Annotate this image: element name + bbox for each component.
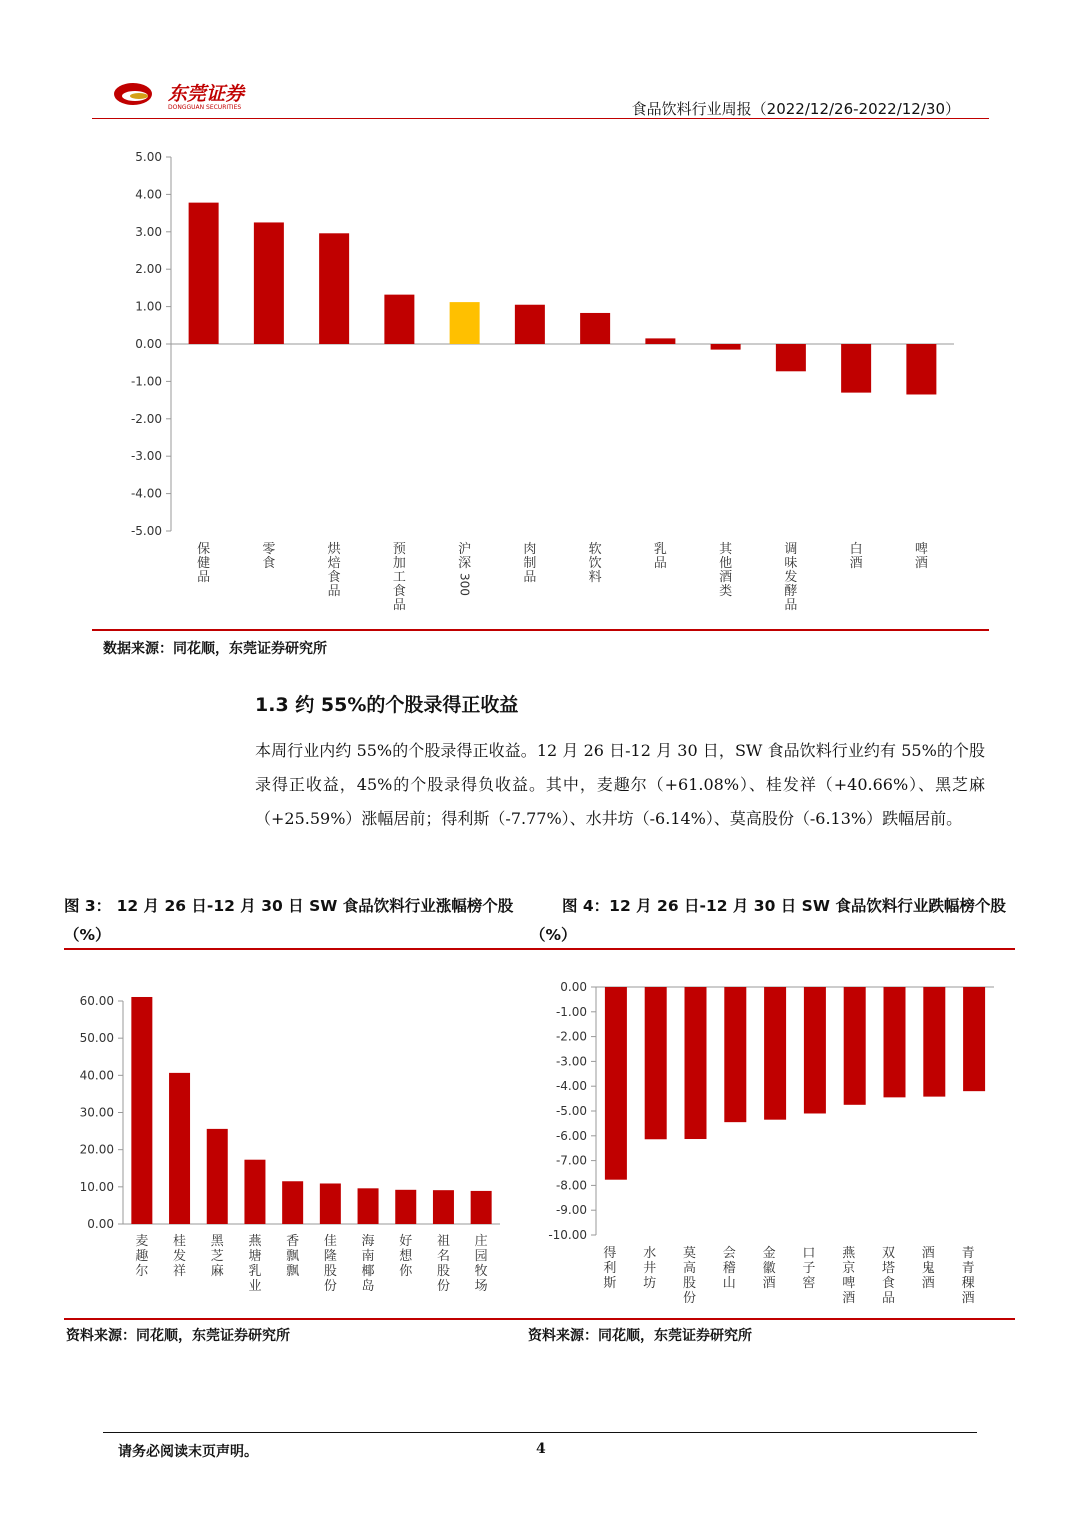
page-number: 4 [536, 1441, 546, 1457]
fig4-unit: （%） [530, 926, 577, 944]
y-tick-label: 20.00 [79, 1142, 114, 1157]
x-tick-label: 预加工食品 [392, 542, 406, 613]
bar-青青稞酒 [963, 987, 985, 1091]
figures-top-rule [64, 948, 1015, 950]
section-body: 本周行业内约 55%的个股录得正收益。12 月 26 日-12 月 30 日，SW 食品饮料行业约有 55%的个股录得正收益，45%的个股录得负收益。其中，麦趣尔（+61.08%）、桂发祥（+40.66%）、黑芝麻（+25.59%）涨幅居前；得利斯（-7.77%）、水井坊（-6.14%）、莫高股份（-6.13%）跌幅居前。 [255, 741, 985, 828]
y-tick-label: -7.00 [555, 1153, 587, 1168]
footer-rule [103, 1432, 977, 1433]
bar-燕塘乳业 [244, 1160, 265, 1224]
chart1-source: 数据来源：同花顺，东莞证券研究所 [103, 641, 327, 657]
y-tick-label: 4.00 [135, 187, 162, 202]
x-tick-label: 零食 [262, 542, 276, 571]
y-tick-label: 5.00 [135, 150, 162, 164]
y-tick-label: 0.00 [560, 980, 587, 994]
y-tick-label: 10.00 [79, 1179, 114, 1194]
bar-口子窖 [804, 987, 826, 1113]
bar-好想你 [395, 1190, 416, 1224]
header-rule [92, 118, 989, 119]
industry-weekly-return-chart [92, 140, 989, 620]
header-title: 食品饮料行业周报（2022/12/26-2022/12/30） [631, 100, 960, 118]
logo-text-en: DONGGUAN SECURITIES [168, 104, 242, 110]
fig3-source: 资料来源：同花顺，东莞证券研究所 [66, 1328, 290, 1344]
y-tick-label: 60.00 [79, 994, 114, 1008]
x-tick-label: 庄园牧场 [474, 1234, 488, 1294]
x-tick-label: 口子窖 [802, 1246, 816, 1291]
fig3-caption: 图 3： 12 月 26 日-12 月 30 日 SW 食品饮料行业涨幅榜个股 [64, 897, 514, 915]
x-tick-label: 得利斯 [603, 1246, 617, 1291]
x-tick-label: 软饮料 [588, 542, 602, 585]
x-tick-label: 佳隆股份 [323, 1234, 337, 1294]
y-tick-label: -5.00 [555, 1104, 587, 1118]
x-tick-label: 白酒 [849, 542, 863, 571]
y-tick-label: 0.00 [135, 337, 162, 351]
bar-软饮料 [580, 313, 610, 344]
bar-零食 [254, 222, 284, 344]
y-tick-label: 40.00 [79, 1068, 114, 1083]
bar-黑芝麻 [207, 1129, 228, 1224]
bar-香飘飘 [282, 1181, 303, 1224]
x-tick-label: 啤酒 [914, 542, 928, 571]
bar-预加工食品 [384, 295, 414, 344]
bar-莫高股份 [685, 987, 707, 1139]
x-tick-label: 莫高股份 [682, 1246, 697, 1306]
bar-海南椰岛 [358, 1188, 379, 1224]
y-tick-label: -2.00 [555, 1029, 587, 1044]
y-tick-label: -4.00 [130, 486, 162, 501]
y-tick-label: 0.00 [87, 1217, 114, 1231]
y-tick-label: -1.00 [130, 374, 162, 389]
y-tick-label: -4.00 [555, 1079, 587, 1094]
bar-其他酒类 [711, 344, 741, 350]
bar-肉制品 [515, 305, 545, 344]
x-tick-label: 其他酒类 [719, 542, 733, 599]
bar-白酒 [841, 344, 871, 393]
fig3-unit: （%） [64, 926, 111, 944]
y-tick-label: 30.00 [79, 1105, 114, 1120]
x-tick-label: 水井坊 [643, 1246, 657, 1291]
y-tick-label: -8.00 [555, 1178, 587, 1193]
bar-酒鬼酒 [923, 987, 945, 1097]
bar-庄园牧场 [471, 1191, 492, 1224]
x-tick-label: 海南椰岛 [361, 1234, 375, 1294]
x-tick-label: 保健品 [197, 542, 211, 585]
x-tick-label: 烘焙食品 [327, 542, 341, 599]
y-tick-label: -6.00 [555, 1128, 587, 1143]
bar-烘焙食品 [319, 233, 349, 344]
y-tick-label: 2.00 [135, 262, 162, 277]
x-tick-label: 黑芝麻 [210, 1234, 224, 1279]
top-losers-chart [530, 970, 1015, 1315]
x-tick-label: 好想你 [399, 1234, 413, 1279]
x-tick-label: 肉制品 [523, 542, 537, 585]
x-tick-label: 燕塘乳业 [248, 1234, 262, 1294]
x-tick-label: 乳品 [653, 542, 667, 571]
x-tick-label: 祖名股份 [436, 1234, 450, 1294]
figures-bottom-rule [64, 1318, 1015, 1320]
y-tick-label: -2.00 [130, 411, 162, 426]
footer-note: 请务必阅读末页声明。 [118, 1444, 258, 1460]
x-tick-label: 酒鬼酒 [921, 1246, 935, 1291]
y-tick-label: 3.00 [135, 224, 162, 239]
section-title: 1.3 约 55%的个股录得正收益 [255, 694, 519, 716]
x-tick-label: 双塔食品 [881, 1246, 896, 1306]
bar-桂发祥 [169, 1073, 190, 1224]
bar-调味发酵品 [776, 344, 806, 371]
x-tick-label: 桂发祥 [173, 1234, 187, 1279]
bar-双塔食品 [884, 987, 906, 1097]
y-tick-label: -9.00 [555, 1203, 587, 1218]
bar-燕京啤酒 [844, 987, 866, 1105]
logo-text-cn: 东莞证券 [168, 83, 245, 105]
x-tick-label: 会稽山 [722, 1246, 736, 1291]
y-tick-label: -3.00 [130, 449, 162, 464]
y-tick-label: -3.00 [555, 1054, 587, 1069]
y-tick-label: -5.00 [130, 524, 162, 538]
x-tick-label: 沪深 [458, 542, 472, 571]
bar-啤酒 [906, 344, 936, 394]
y-tick-label: -1.00 [555, 1004, 587, 1019]
bar-沪深300 [450, 302, 480, 344]
bar-祖名股份 [433, 1190, 454, 1224]
bar-金徽酒 [764, 987, 786, 1120]
x-tick-label: 金徽酒 [762, 1246, 776, 1291]
x-tick-label: 燕京啤酒 [842, 1246, 856, 1306]
x-tick-label-number: 300 [457, 573, 472, 596]
fig4-caption: 图 4：12 月 26 日-12 月 30 日 SW 食品饮料行业跌幅榜个股 [562, 897, 1006, 915]
x-tick-label: 麦趣尔 [135, 1234, 149, 1279]
y-tick-label: -10.00 [548, 1228, 587, 1242]
bar-得利斯 [605, 987, 627, 1180]
bar-保健品 [189, 203, 219, 344]
bar-乳品 [645, 338, 675, 344]
y-tick-label: 1.00 [135, 299, 162, 314]
top-gainers-chart [64, 975, 514, 1315]
bar-佳隆股份 [320, 1183, 341, 1224]
y-tick-label: 50.00 [79, 1031, 114, 1046]
x-tick-label: 调味发酵品 [784, 542, 798, 613]
bar-水井坊 [645, 987, 667, 1139]
x-tick-label: 青青稞酒 [961, 1246, 975, 1306]
fig4-source: 资料来源：同花顺，东莞证券研究所 [528, 1328, 752, 1344]
bar-麦趣尔 [131, 997, 152, 1224]
chart1-bottom-rule [92, 629, 989, 631]
bar-会稽山 [724, 987, 746, 1122]
dongguan-securities-logo [108, 80, 308, 110]
x-tick-label: 香飘飘 [286, 1234, 300, 1279]
